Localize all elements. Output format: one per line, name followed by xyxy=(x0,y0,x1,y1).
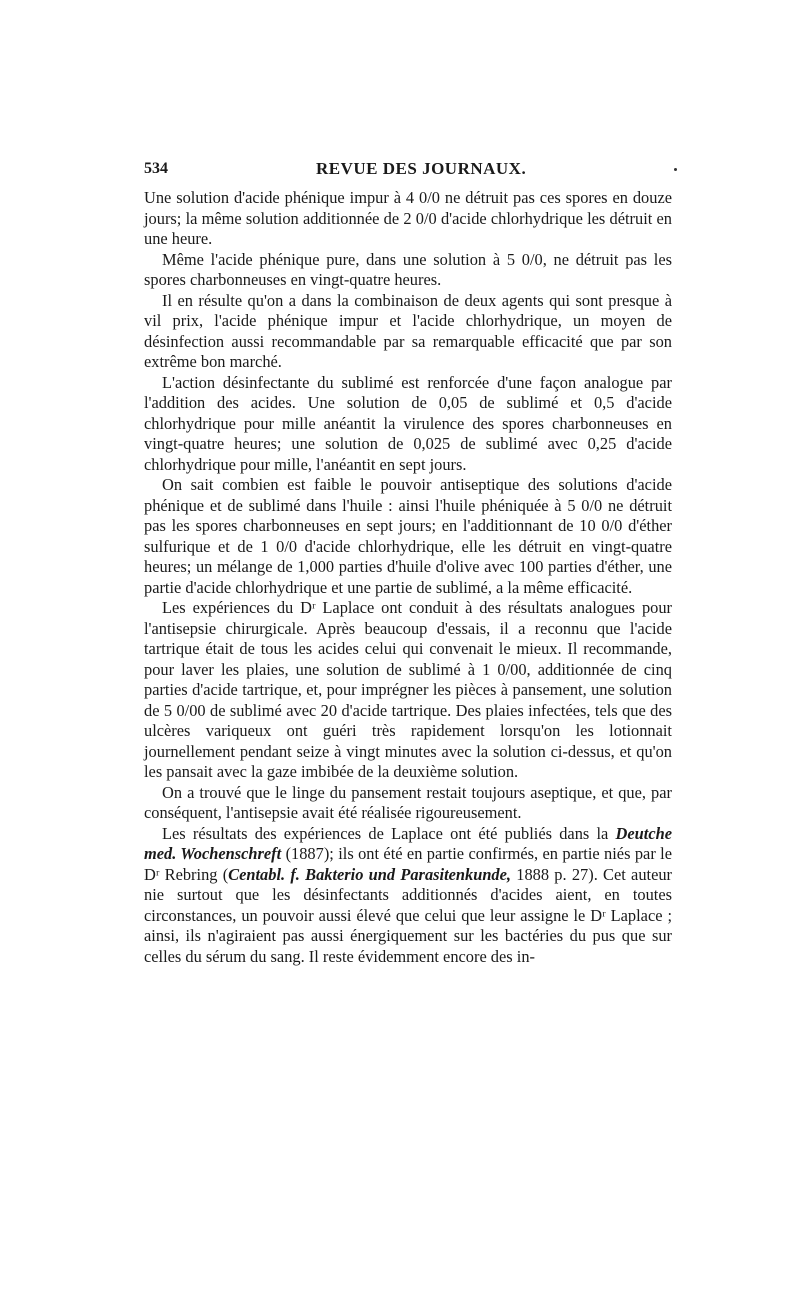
paragraph-8-part-1: Les résultats des expériences de Laplace ont été publiés dans la xyxy=(162,823,616,843)
paragraph-6: Les expériences du Dʳ Laplace ont conduit à des résultats analogues pour l'antisepsie chirurgicale. Après beaucoup d'essais, il a reconnu que l'acide tartrique était de tous les acides celui qui convenait le mieux. Il recommande, pour laver les plaies, une solution de sublimé à 1 0/00, additionnée de cinq parties d'acide tartrique, et, pour imprégner les pièces à pansement, une solution de 5 0/00 de sublimé avec 20 d'acide tartrique. Des plaies infectées, tels que des ulcères variqueux ont guéri très rapidement lorsqu'on les lotionnait journellement pendant seize à vingt minutes avec la solution ci-dessus, et qu'on les pansait avec la gaze imbibée de la deuxième solution. xyxy=(144,598,672,781)
paragraph-8 xyxy=(144,824,672,968)
journal-title-deutsche: Deutche med. Wochenschreft xyxy=(144,823,672,863)
running-title: REVUE DES JOURNAUX. xyxy=(316,159,527,178)
paragraph-5: On sait combien est faible le pouvoir antiseptique des solutions d'acide phénique et de sublimé dans l'huile : ainsi l'huile phéniquée à 5 0/0 ne détruit pas les spores charbonneuses en sept jours; en l'additionnant de 10 0/0 d'éther sulfurique et de 1 0/0 d'acide chlorhydrique, elle les détruit en vingt-quatre heures; un mélange de 1,000 parties d'huile d'olive avec 100 parties d'éther, une partie d'acide chlorhydrique et une partie de sublimé, a la même efficacité. xyxy=(144,475,672,597)
body-text xyxy=(144,188,672,967)
paragraph-8-part-3: 1888 p. 27). Cet auteur nie surtout que les désinfectants additionnés d'acides aient, en toutes circonstances, un pouvoir aussi élevé que celui que leur assigne le Dʳ Laplace ; ainsi, ils n'agiraient pas aussi énergiquement sur les bactéries du pus que sur celles du sérum du sang. Il reste évidemment encore des in- xyxy=(144,864,672,966)
paragraph-7: On a trouvé que le linge du pansement restait toujours aseptique, et que, par conséquent, l'antisepsie avait été réalisée rigoureusement. xyxy=(144,782,672,822)
paragraph-8-part-2: (1887); ils ont été en partie confirmés, en partie niés par le Dʳ Rebring ( xyxy=(144,844,672,884)
running-head xyxy=(144,158,672,184)
page-number: 534 xyxy=(144,160,168,177)
paragraph-2: Même l'acide phénique pure, dans une solution à 5 0/0, ne détruit pas les spores charbonneuses en vingt-quatre heures. xyxy=(144,249,672,289)
journal-title-centabl: Centabl. f. Bakterio und Parasitenkunde, xyxy=(228,864,512,884)
document-page xyxy=(144,158,672,967)
paragraph-1: Une solution d'acide phénique impur à 4 0/0 ne détruit pas ces spores en douze jours; la même solution additionnée de 2 0/0 d'acide chlorhydrique les détruit en une heure. xyxy=(144,188,672,248)
header-dot xyxy=(674,168,677,171)
paragraph-3: Il en résulte qu'on a dans la combinaison de deux agents qui sont presque à vil prix, l'acide phénique impur et l'acide chlorhydrique, un moyen de désinfection aussi recommandable par sa remarquable efficacité que par son extrême bon marché. xyxy=(144,290,672,371)
paragraph-4: L'action désinfectante du sublimé est renforcée d'une façon analogue par l'addition des acides. Une solution de 0,05 de sublimé et 0,5 d'acide chlorhydrique pour mille anéantit la virulence des spores charbonneuses en vingt-quatre heures; une solution de 0,025 de sublimé avec 0,25 d'acide chlorhydrique pour mille, l'anéantit en sept jours. xyxy=(144,372,672,474)
